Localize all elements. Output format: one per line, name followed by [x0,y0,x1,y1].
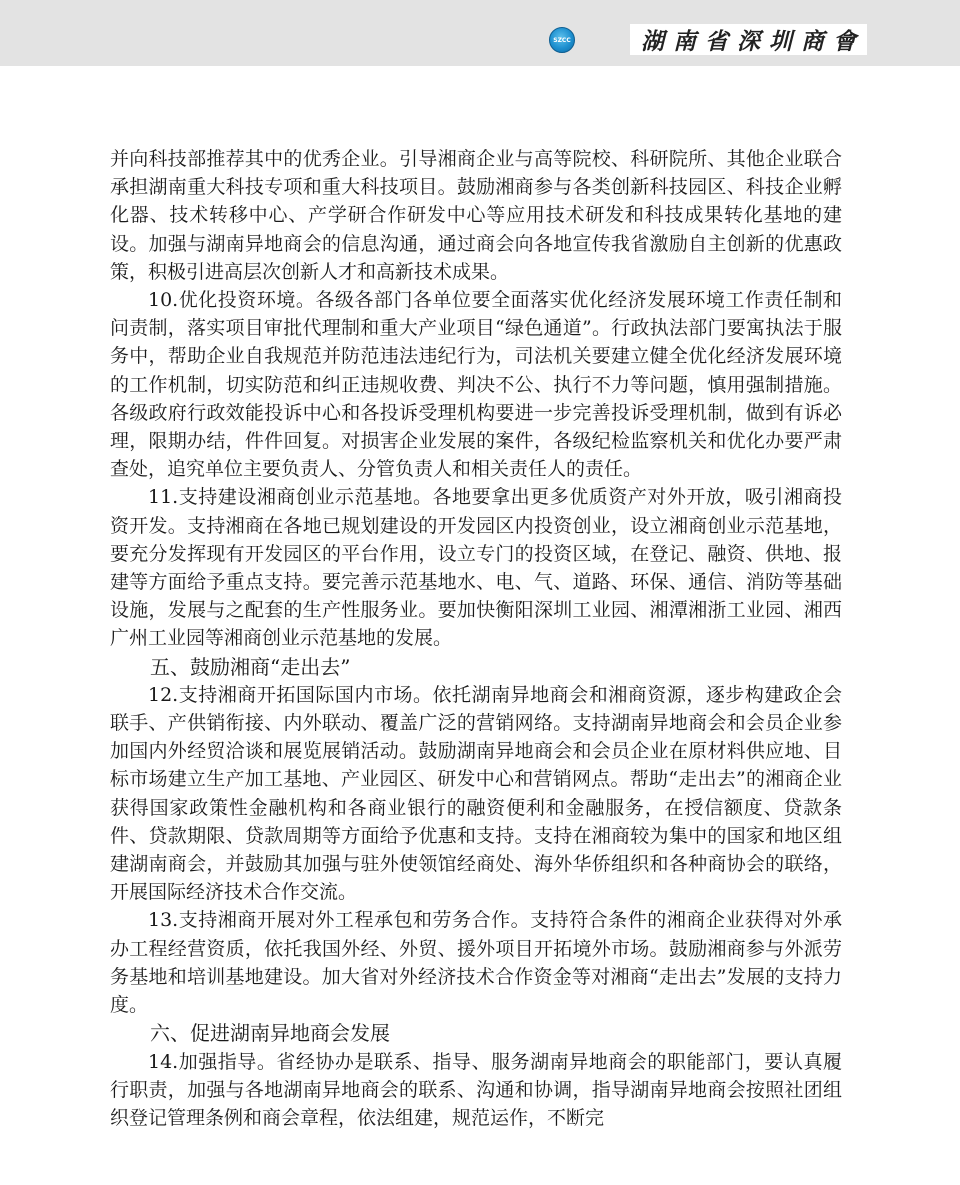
section-heading-5: 五、鼓励湘商“走出去” [150,654,351,679]
paragraph-12: 12.支持湘商开拓国际国内市场。依托湖南异地商会和湘商资源，逐步构建政企会联手、产供销衔接、内外联动、覆盖广泛的营销网络。支持湖南异地商会和会员企业参加国内外经贸洽谈和展览展销活动。鼓励湖南异地商会和会员企业在原材料供应地、目标市场建立生产加工基地、产业园区、研发中心和营销网点。帮助“走出去”的湘商企业获得国家政策性金融机构和各商业银行的融资便利和金融服务，在授信额度、贷款条件、贷款期限、贷款周期等方面给予优惠和支持。支持在湘商较为集中的国家和地区组建湖南商会，并鼓励其加强与驻外使领馆经商处、海外华侨组织和各种商协会的联络，开展国际经济技术合作交流。 [110,683,842,904]
logo-text: SZCC [553,37,571,44]
document-body [110,145,842,1132]
paragraph-11: 11.支持建设湘商创业示范基地。各地要拿出更多优质资产对外开放，吸引湘商投资开发。支持湘商在各地已规划建设的开发园区内投资创业，设立湘商创业示范基地，要充分发挥现有开发园区的平台作用，设立专门的投资区域，在登记、融资、供地、报建等方面给予重点支持。要完善示范基地水、电、气、道路、环保、通信、消防等基础设施，发展与之配套的生产性服务业。要加快衡阳深圳工业园、湘潭湘浙工业园、湘西广州工业园等湘商创业示范基地的发展。 [110,486,842,650]
paragraph-13: 13.支持湘商开展对外工程承包和劳务合作。支持符合条件的湘商企业获得对外承办工程经营资质，依托我国外经、外贸、援外项目开拓境外市场。鼓励湘商参与外派劳务基地和培训基地建设。加大省对外经济技术合作资金等对湘商“走出去”发展的支持力度。 [110,909,842,1017]
page-header [0,0,960,66]
paragraph-14: 14.加强指导。省经协办是联系、指导、服务湖南异地商会的职能部门，要认真履行职责，加强与各地湖南异地商会的联系、沟通和协调，指导湖南异地商会按照社团组织登记管理条例和商会章程，依法组建，规范运作，不断完 [110,1050,842,1129]
brand-box [630,24,867,55]
section-heading-6: 六、促进湖南异地商会发展 [150,1021,390,1046]
szcc-logo-icon [549,27,575,53]
brand-title: 湖南省深圳商會 [641,28,865,55]
paragraph-continued: 并向科技部推荐其中的优秀企业。引导湘商企业与高等院校、科研院所、其他企业联合承担湖南重大科技专项和重大科技项目。鼓励湘商参与各类创新科技园区、科技企业孵化器、技术转移中心、产学研合作研发中心等应用技术研发和科技成果转化基地的建设。加强与湖南异地商会的信息沟通，通过商会向各地宣传我省激励自主创新的优惠政策，积极引进高层次创新人才和高新技术成果。 [110,148,842,283]
paragraph-10: 10.优化投资环境。各级各部门各单位要全面落实优化经济发展环境工作责任制和问责制，落实项目审批代理制和重大产业项目“绿色通道”。行政执法部门要寓执法于服务中，帮助企业自我规范并防范违法违纪行为，司法机关要建立健全优化经济发展环境的工作机制，切实防范和纠正违规收费、判决不公、执行不力等问题，慎用强制措施。各级政府行政效能投诉中心和各投诉受理机构要进一步完善投诉受理机制，做到有诉必理，限期办结，件件回复。对损害企业发展的案件，各级纪检监察机关和优化办要严肃查处，追究单位主要负责人、分管负责人和相关责任人的责任。 [110,289,842,481]
